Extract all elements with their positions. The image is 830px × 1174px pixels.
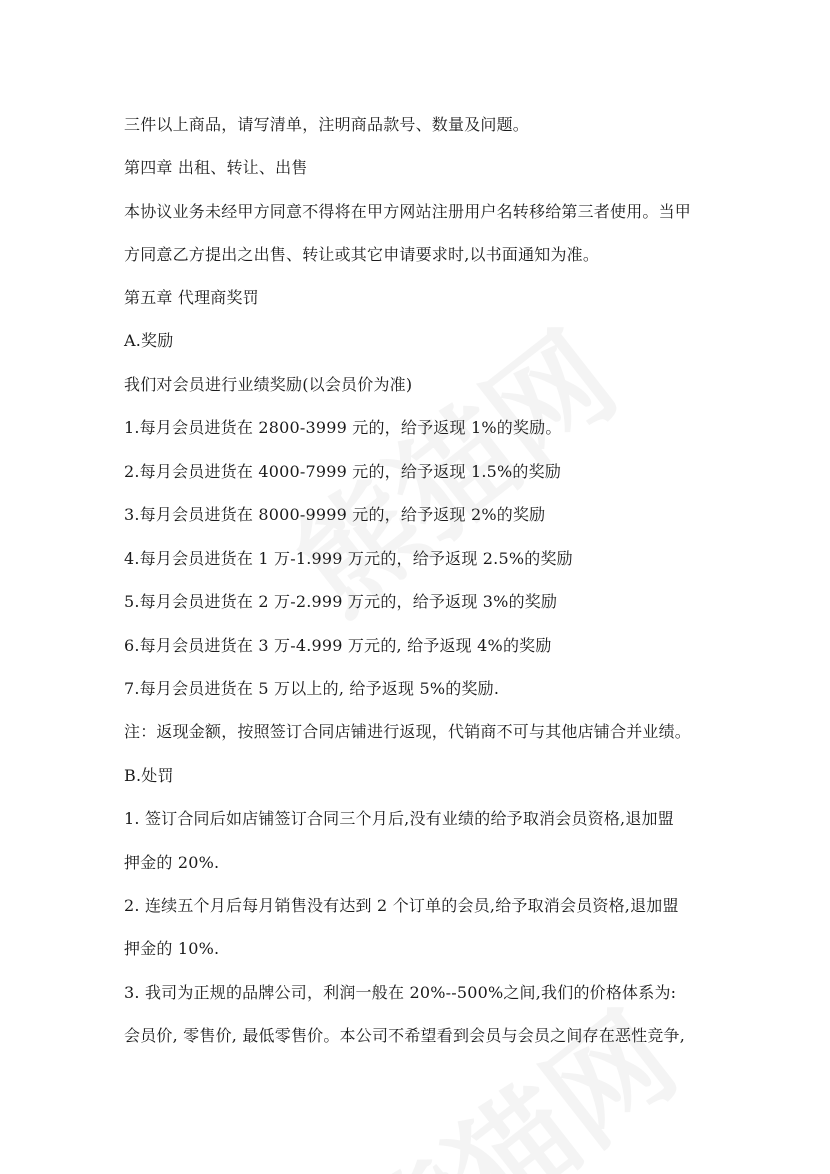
chapter-heading: 第四章 出租、转让、出售 <box>124 158 308 177</box>
list-item: 3. 我司为正规的品牌公司，利润一般在 20%--500%之间,我们的价格体系为: <box>124 983 677 1002</box>
list-item: 1.每月会员进货在 2800-3999 元的，给予返现 1%的奖励。 <box>124 418 562 437</box>
paragraph-line: 押金的 20%. <box>124 853 220 872</box>
list-item: 1. 签订合同后如店铺签订合同三个月后,没有业绩的给予取消会员资格,退加盟 <box>124 809 674 828</box>
paragraph-line: 押金的 10%. <box>124 939 220 958</box>
list-item: 3.每月会员进货在 8000-9999 元的，给予返现 2%的奖励 <box>124 505 546 524</box>
paragraph-line: 会员价, 零售价, 最低零售价。本公司不希望看到会员与会员之间存在恶性竞争, <box>124 1026 686 1045</box>
section-heading: A.奖励 <box>124 331 174 350</box>
chapter-heading: 第五章 代理商奖罚 <box>124 288 259 307</box>
note-line: 注：返现金额，按照签订合同店铺进行返现，代销商不可与其他店铺合并业绩。 <box>124 722 692 741</box>
section-heading: B.处罚 <box>124 766 174 785</box>
list-item: 5.每月会员进货在 2 万-2.999 万元的，给予返现 3%的奖励 <box>124 592 558 611</box>
list-item: 2.每月会员进货在 4000-7999 元的，给予返现 1.5%的奖励 <box>124 462 562 481</box>
list-item: 6.每月会员进货在 3 万-4.999 万元的, 给予返现 4%的奖励 <box>124 636 552 655</box>
list-item: 4.每月会员进货在 1 万-1.999 万元的，给予返现 2.5%的奖励 <box>124 549 573 568</box>
paragraph-line: 我们对会员进行业绩奖励(以会员价为准) <box>124 375 413 394</box>
paragraph-line: 方同意乙方提出之出售、转让或其它申请要求时,以书面通知为准。 <box>124 245 600 264</box>
list-item: 2. 连续五个月后每月销售没有达到 2 个订单的会员,给予取消会员资格,退加盟 <box>124 896 679 915</box>
paragraph-line: 本协议业务未经甲方同意不得将在甲方网站注册用户名转移给第三者使用。当甲 <box>124 202 692 221</box>
list-item: 7.每月会员进货在 5 万以上的, 给予返现 5%的奖励. <box>124 679 500 698</box>
paragraph-line: 三件以上商品，请写清单，注明商品款号、数量及问题。 <box>124 115 530 134</box>
